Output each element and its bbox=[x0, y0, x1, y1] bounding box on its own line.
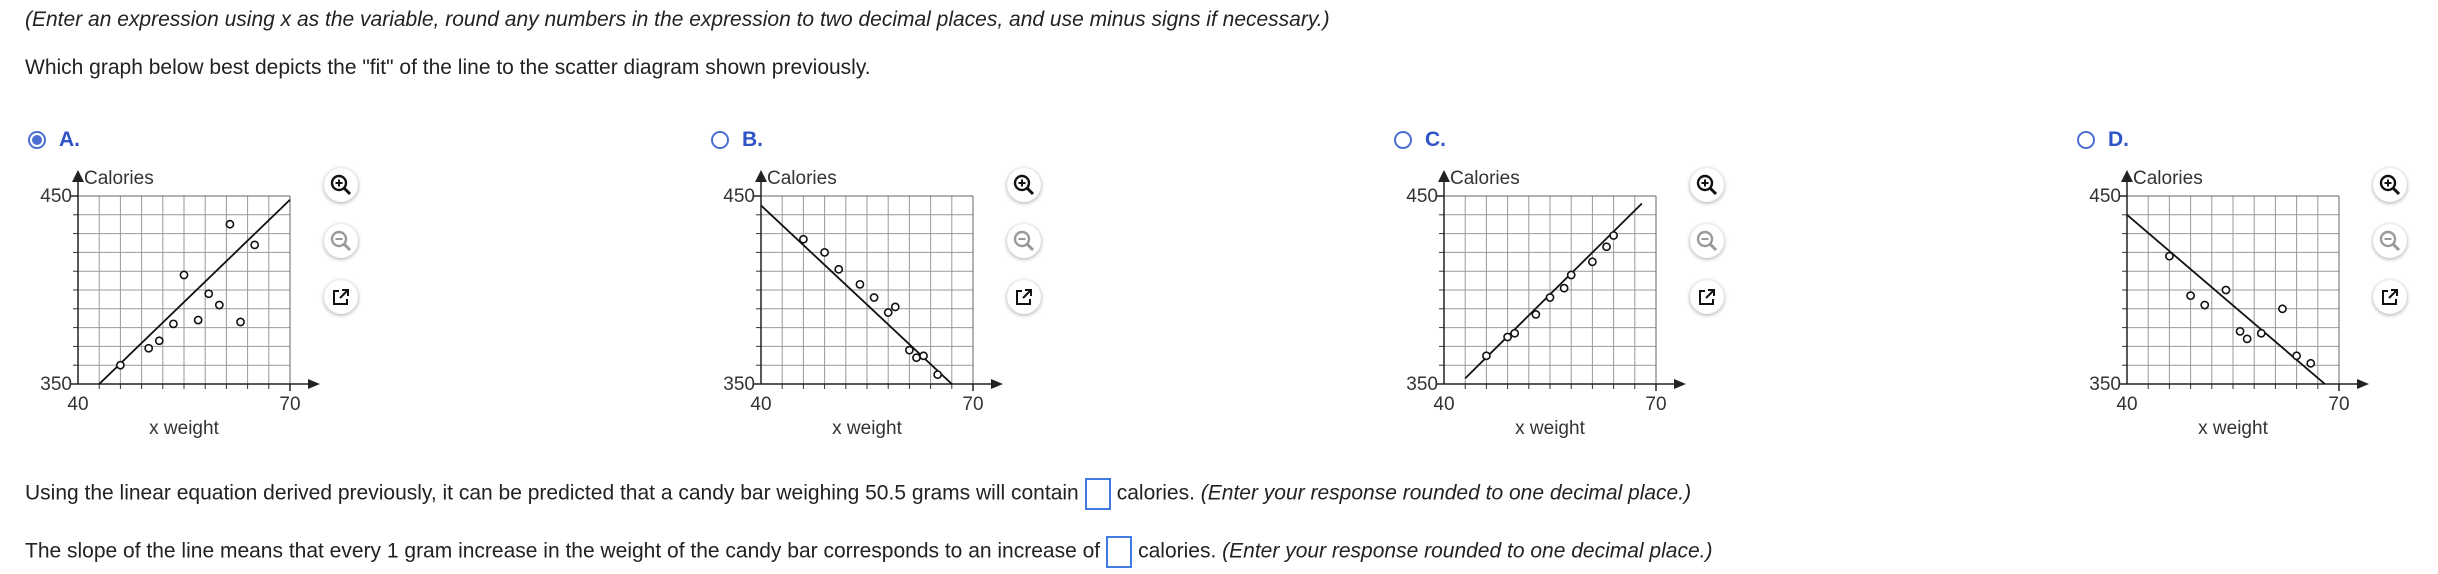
x-axis-label: x weight bbox=[832, 418, 902, 439]
y-tick-label-450: 450 bbox=[1406, 186, 1438, 207]
popout-button-a[interactable] bbox=[324, 280, 358, 314]
x-axis-arrow bbox=[2357, 379, 2369, 389]
y-tick-label-450: 450 bbox=[40, 186, 72, 207]
data-point bbox=[934, 371, 941, 378]
prediction-text: Using the linear equation derived previously, it can be predicted that a candy bar weighing 50.5 grams will contain bbox=[25, 481, 1079, 505]
zoom-in-icon bbox=[330, 174, 352, 196]
data-point bbox=[2222, 286, 2229, 293]
y-axis-label: Calories bbox=[2133, 168, 2203, 189]
choice-b-radio[interactable] bbox=[711, 131, 729, 149]
choice-b[interactable] bbox=[711, 128, 763, 152]
zoom-in-button-b[interactable] bbox=[1007, 168, 1041, 202]
x-tick-label-70: 70 bbox=[962, 394, 984, 415]
data-point bbox=[2258, 330, 2265, 337]
data-point bbox=[2166, 253, 2173, 260]
zoom-out-icon bbox=[1013, 230, 1035, 252]
data-point bbox=[835, 266, 842, 273]
data-point bbox=[1483, 352, 1490, 359]
x-axis-arrow bbox=[991, 379, 1003, 389]
data-point bbox=[205, 290, 212, 297]
data-point bbox=[1511, 330, 1518, 337]
data-point bbox=[156, 337, 163, 344]
data-point bbox=[1603, 243, 1610, 250]
data-point bbox=[145, 345, 152, 352]
external-link-icon bbox=[1014, 287, 1034, 307]
slope-hint: (Enter your response rounded to one decimal place.) bbox=[1222, 539, 1713, 563]
x-tick-label-40: 40 bbox=[67, 394, 89, 415]
data-point bbox=[2293, 352, 2300, 359]
external-link-icon bbox=[331, 287, 351, 307]
choice-c-label: C. bbox=[1425, 128, 1446, 151]
data-point bbox=[226, 221, 233, 228]
data-point bbox=[216, 301, 223, 308]
y-axis-arrow bbox=[2121, 170, 2133, 182]
y-tick-label-350: 350 bbox=[2089, 374, 2121, 395]
question-text: Which graph below best depicts the "fit" of the line to the scatter diagram shown previously. bbox=[25, 56, 871, 79]
zoom-out-button-a[interactable] bbox=[324, 224, 358, 258]
x-axis-arrow bbox=[1674, 379, 1686, 389]
x-tick-label-70: 70 bbox=[2328, 394, 2350, 415]
y-axis-arrow bbox=[755, 170, 767, 182]
data-point bbox=[195, 316, 202, 323]
graph-b bbox=[713, 160, 1013, 440]
prediction-unit: calories. bbox=[1116, 481, 1195, 505]
zoom-out-button-b[interactable] bbox=[1007, 224, 1041, 258]
data-point bbox=[2307, 360, 2314, 367]
fit-line bbox=[1465, 204, 1642, 379]
graph-c bbox=[1396, 160, 1696, 440]
data-point bbox=[1532, 311, 1539, 318]
slope-question bbox=[25, 536, 1712, 568]
x-axis-label: x weight bbox=[1515, 418, 1585, 439]
x-axis-arrow bbox=[308, 379, 320, 389]
choice-d[interactable] bbox=[2077, 128, 2129, 152]
zoom-out-button-c[interactable] bbox=[1690, 224, 1724, 258]
data-point bbox=[1504, 333, 1511, 340]
y-axis-arrow bbox=[1438, 170, 1450, 182]
data-point bbox=[2187, 292, 2194, 299]
slope-text: The slope of the line means that every 1 gram increase in the weight of the candy bar corresponds to an increase of bbox=[25, 539, 1101, 563]
choice-a-radio[interactable] bbox=[28, 131, 46, 149]
prediction-question bbox=[25, 478, 1691, 510]
data-point bbox=[2236, 328, 2243, 335]
prediction-answer-input[interactable] bbox=[1085, 478, 1111, 510]
choice-a-label: A. bbox=[59, 128, 80, 151]
zoom-in-icon bbox=[1696, 174, 1718, 196]
external-link-icon bbox=[2380, 287, 2400, 307]
y-axis-arrow bbox=[72, 170, 84, 182]
y-axis-label: Calories bbox=[767, 168, 837, 189]
prediction-hint: (Enter your response rounded to one decimal place.) bbox=[1200, 481, 1692, 505]
zoom-in-button-a[interactable] bbox=[324, 168, 358, 202]
y-tick-label-450: 450 bbox=[2089, 186, 2121, 207]
y-tick-label-350: 350 bbox=[723, 374, 755, 395]
data-point bbox=[170, 320, 177, 327]
data-point bbox=[237, 318, 244, 325]
data-point bbox=[251, 241, 258, 248]
external-link-icon bbox=[1697, 287, 1717, 307]
slope-answer-input[interactable] bbox=[1106, 536, 1132, 568]
data-point bbox=[913, 354, 920, 361]
data-point bbox=[1589, 258, 1596, 265]
graph-d bbox=[2079, 160, 2379, 440]
data-point bbox=[856, 281, 863, 288]
zoom-out-button-d[interactable] bbox=[2373, 224, 2407, 258]
x-tick-label-70: 70 bbox=[1645, 394, 1667, 415]
graph-a bbox=[30, 160, 330, 440]
choice-c[interactable] bbox=[1394, 128, 1446, 152]
data-point bbox=[180, 271, 187, 278]
zoom-out-icon bbox=[330, 230, 352, 252]
x-axis-label: x weight bbox=[149, 418, 219, 439]
popout-button-b[interactable] bbox=[1007, 280, 1041, 314]
y-axis-label: Calories bbox=[84, 168, 154, 189]
data-point bbox=[1546, 294, 1553, 301]
data-point bbox=[2244, 335, 2251, 342]
instruction-text: (Enter an expression using x as the variable, round any numbers in the expression to two decimal places, and use minus signs if necessary.) bbox=[25, 8, 1330, 31]
choice-c-radio[interactable] bbox=[1394, 131, 1412, 149]
y-axis-label: Calories bbox=[1450, 168, 1520, 189]
x-axis-label: x weight bbox=[2198, 418, 2268, 439]
data-point bbox=[117, 362, 124, 369]
data-point bbox=[892, 303, 899, 310]
choice-d-label: D. bbox=[2108, 128, 2129, 151]
data-point bbox=[920, 352, 927, 359]
x-tick-label-40: 40 bbox=[2116, 394, 2138, 415]
popout-button-c[interactable] bbox=[1690, 280, 1724, 314]
choice-d-radio[interactable] bbox=[2077, 131, 2095, 149]
choice-b-label: B. bbox=[742, 128, 763, 151]
y-tick-label-450: 450 bbox=[723, 186, 755, 207]
data-point bbox=[800, 236, 807, 243]
data-point bbox=[1561, 285, 1568, 292]
data-point bbox=[1610, 232, 1617, 239]
data-point bbox=[885, 309, 892, 316]
zoom-in-icon bbox=[1013, 174, 1035, 196]
slope-unit: calories. bbox=[1138, 539, 1217, 563]
data-point bbox=[821, 249, 828, 256]
popout-button-d[interactable] bbox=[2373, 280, 2407, 314]
x-tick-label-40: 40 bbox=[750, 394, 772, 415]
zoom-out-icon bbox=[2379, 230, 2401, 252]
data-point bbox=[1568, 271, 1575, 278]
zoom-in-button-c[interactable] bbox=[1690, 168, 1724, 202]
data-point bbox=[870, 294, 877, 301]
data-point bbox=[2279, 305, 2286, 312]
zoom-in-icon bbox=[2379, 174, 2401, 196]
x-tick-label-40: 40 bbox=[1433, 394, 1455, 415]
fit-line bbox=[99, 200, 290, 384]
zoom-out-icon bbox=[1696, 230, 1718, 252]
y-tick-label-350: 350 bbox=[40, 374, 72, 395]
zoom-in-button-d[interactable] bbox=[2373, 168, 2407, 202]
y-tick-label-350: 350 bbox=[1406, 374, 1438, 395]
choice-a[interactable] bbox=[28, 128, 80, 152]
x-tick-label-70: 70 bbox=[279, 394, 301, 415]
data-point bbox=[906, 347, 913, 354]
data-point bbox=[2201, 301, 2208, 308]
